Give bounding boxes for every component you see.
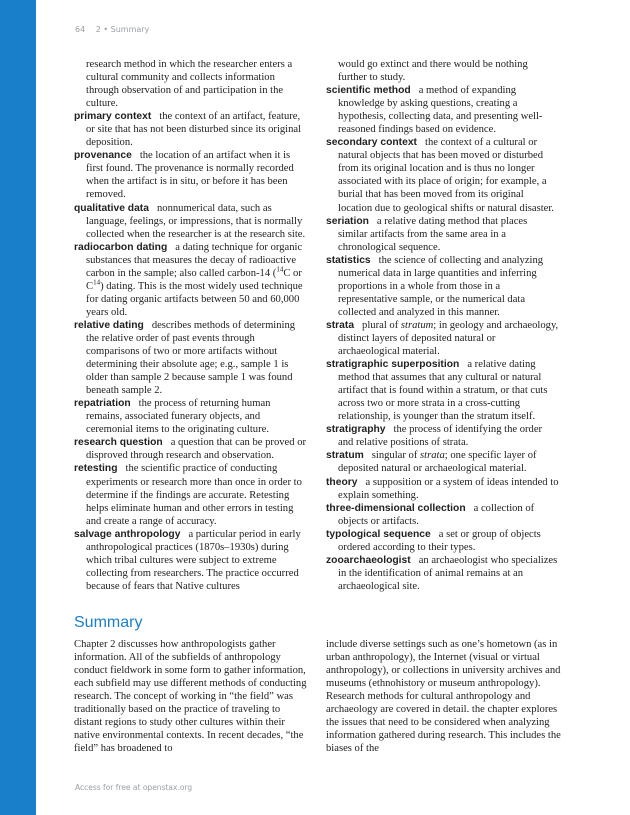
glossary-definition-part: singular of [371, 450, 421, 462]
glossary-definition: the scientific practice of conducting experiments or research more than once in order to determine if the findings are accurate. Retesting helps eliminate human and other errors in testing and create a range of accuracy. [86, 463, 302, 527]
glossary-definition: the process of returning human remains, associated funerary objects, and ceremonial items to the originating culture. [86, 398, 271, 436]
glossary-term: seriation [326, 215, 369, 227]
glossary-definition-part: ) dating. This is the most widely used technique for dating organic artifacts between 50 and 60,000 years old. [86, 280, 303, 318]
glossary-definition: a question that can be proved or disproved through research and observation. [86, 437, 307, 462]
glossary-term: repatriation [74, 398, 131, 410]
glossary-term: scientific method [326, 85, 411, 97]
glossary-term: salvage anthropology [74, 528, 181, 540]
glossary-definition: a particular period in early anthropological practices (1870s–1930s) during which tribal cultures were subject to extreme collecting from researchers. The practice occurred because of fears that Native cultures [86, 528, 301, 592]
glossary-definition: the process of identifying the order and relative positions of strata. [338, 424, 543, 449]
superscript: 14 [276, 265, 284, 274]
glossary-term: zooarchaeologist [326, 554, 411, 566]
glossary-entry [326, 358, 559, 423]
glossary-entry [74, 528, 307, 593]
chapter-label: 2 • Summary [95, 25, 150, 34]
glossary-definition: the context of a cultural or natural objects that has been moved or disturbed from its original location and is thus no longer associated with its place of origin; for example, a burial that has been moved from its original location due to geological shifts or natural disaster. [338, 137, 554, 214]
glossary-definition: describes methods of determining the relative order of past events through comparisons of two or more artifacts without determining their absolute age; e.g., sample 1 is older than sample 2 because sample 1 was found beneath sample 2. [86, 319, 296, 397]
glossary-definition: the context of an artifact, feature, or site that has not been disturbed since its original deposition. [86, 111, 302, 149]
glossary-term: three-dimensional collection [326, 502, 466, 514]
glossary-entry [74, 202, 307, 241]
summary-paragraph-left: Chapter 2 discusses how anthropologists gather information. All of the subfields of anthropology conduct fieldwork in some form to gather information, each subfield may use different methods of conducting research. The concept of working in “the field” was traditionally based on the practice of traveling to distant regions to study other cultures within their native environmental contexts. In recent decades, “the field” has broadened to [74, 639, 307, 755]
glossary-entry [326, 502, 559, 528]
glossary-definition: nonnumerical data, such as language, feelings, or impressions, that is normally collected when the researcher is at the research site. [86, 202, 306, 240]
glossary-term: stratigraphic superposition [326, 359, 460, 371]
glossary-entry [74, 110, 307, 149]
glossary-definition-part: C or C [86, 267, 302, 292]
summary-heading: Summary [74, 614, 143, 631]
glossary-entry [74, 319, 307, 397]
glossary-entry [326, 254, 559, 319]
glossary-term: strata [326, 319, 355, 331]
glossary-term: stratigraphy [326, 424, 386, 436]
page-header [75, 25, 157, 34]
glossary-right-column [326, 58, 559, 593]
glossary-term: stratum [326, 450, 364, 462]
glossary-entry [74, 462, 307, 527]
glossary-term: qualitative data [74, 202, 149, 214]
italic-term: strata [420, 450, 445, 462]
glossary-entry [326, 528, 559, 554]
footer-access-note: Access for free at openstax.org [75, 783, 193, 792]
glossary-definition: a relative dating method that assumes that any cultural or natural artifact that is found within a stratum, or that cuts across two or more strata in a cross-cutting relationship, is younger than the stratum itself. [338, 359, 548, 423]
glossary-entry [326, 554, 559, 593]
glossary-definition-part: plural of [362, 319, 401, 331]
glossary-entry [74, 241, 307, 319]
glossary-definition: a method of expanding knowledge by asking questions, creating a hypothesis, collecting data, and presenting well-reasoned findings based on evidence. [338, 85, 543, 136]
glossary-entry [74, 149, 307, 201]
italic-term: stratum [400, 319, 434, 331]
glossary-entry [326, 423, 559, 449]
glossary-entry [326, 84, 559, 136]
glossary-term: relative dating [74, 319, 144, 331]
glossary-term: radiocarbon dating [74, 241, 168, 253]
glossary-entry [74, 397, 307, 436]
glossary-definition: an archaeologist who specializes in the identification of animal remains at an archaeological site. [338, 554, 558, 592]
glossary-definition: a collection of objects or artifacts. [338, 502, 535, 527]
glossary-entry [74, 436, 307, 462]
glossary-definition: the location of an artifact when it is first found. The provenance is normally recorded when the artifact is in situ, or before it has been removed. [86, 150, 294, 201]
glossary-definition-part: ; in geology and archaeology, distinct layers of deposited natural or archaeological material. [338, 319, 559, 358]
glossary-term: primary context [74, 111, 152, 123]
glossary-definition: a set or group of objects ordered according to their types. [338, 528, 541, 553]
glossary-term: typological sequence [326, 528, 431, 540]
superscript: 14 [93, 278, 101, 287]
glossary-definition: a relative dating method that places similar artifacts from the same area in a chronological sequence. [338, 215, 528, 253]
glossary-entry [326, 136, 559, 214]
blue-sidebar-bar [0, 0, 36, 815]
glossary-definition: the science of collecting and analyzing numerical data in large quantities and inferring proportions in a whole from those in a representative sample, or the numerical data collected and analyzed in this manner. [338, 254, 544, 318]
glossary-definition: a supposition or a system of ideas intended to explain something. [338, 476, 559, 501]
glossary-entry [326, 319, 559, 358]
glossary-term: secondary context [326, 137, 417, 149]
glossary-definition-part: ; one specific layer of deposited natural or archaeological material. [338, 450, 537, 475]
glossary-term: theory [326, 476, 358, 488]
glossary-continuation: would go extinct and there would be nothing further to study. [338, 59, 528, 84]
glossary-term: provenance [74, 150, 132, 162]
glossary-left-column [74, 58, 307, 593]
glossary-term: statistics [326, 254, 371, 266]
summary-paragraph-right: include diverse settings such as one’s hometown (as in urban anthropology), the Internet (visual or virtual anthropology), or collections in university archives and museums (ethnohistory or museum anthropology). Research methods for cultural anthropology and archaeology are covered in detail. the chapter explores the issues that need to be considered when analyzing information gathered during research. This includes the biases of the [326, 639, 561, 755]
glossary-term: research question [74, 437, 163, 449]
page-number: 64 [75, 25, 86, 34]
glossary-continuation: research method in which the researcher enters a cultural community and collects information through observation of and participation in the culture. [86, 59, 293, 110]
glossary-definition-part: a dating technique for organic substances that measures the decay of radioactive carbon in the sample; also called carbon-14 ( [86, 241, 303, 279]
glossary-entry [326, 449, 559, 475]
glossary-term: retesting [74, 463, 118, 475]
glossary-entry [326, 476, 559, 502]
glossary-entry [326, 215, 559, 254]
